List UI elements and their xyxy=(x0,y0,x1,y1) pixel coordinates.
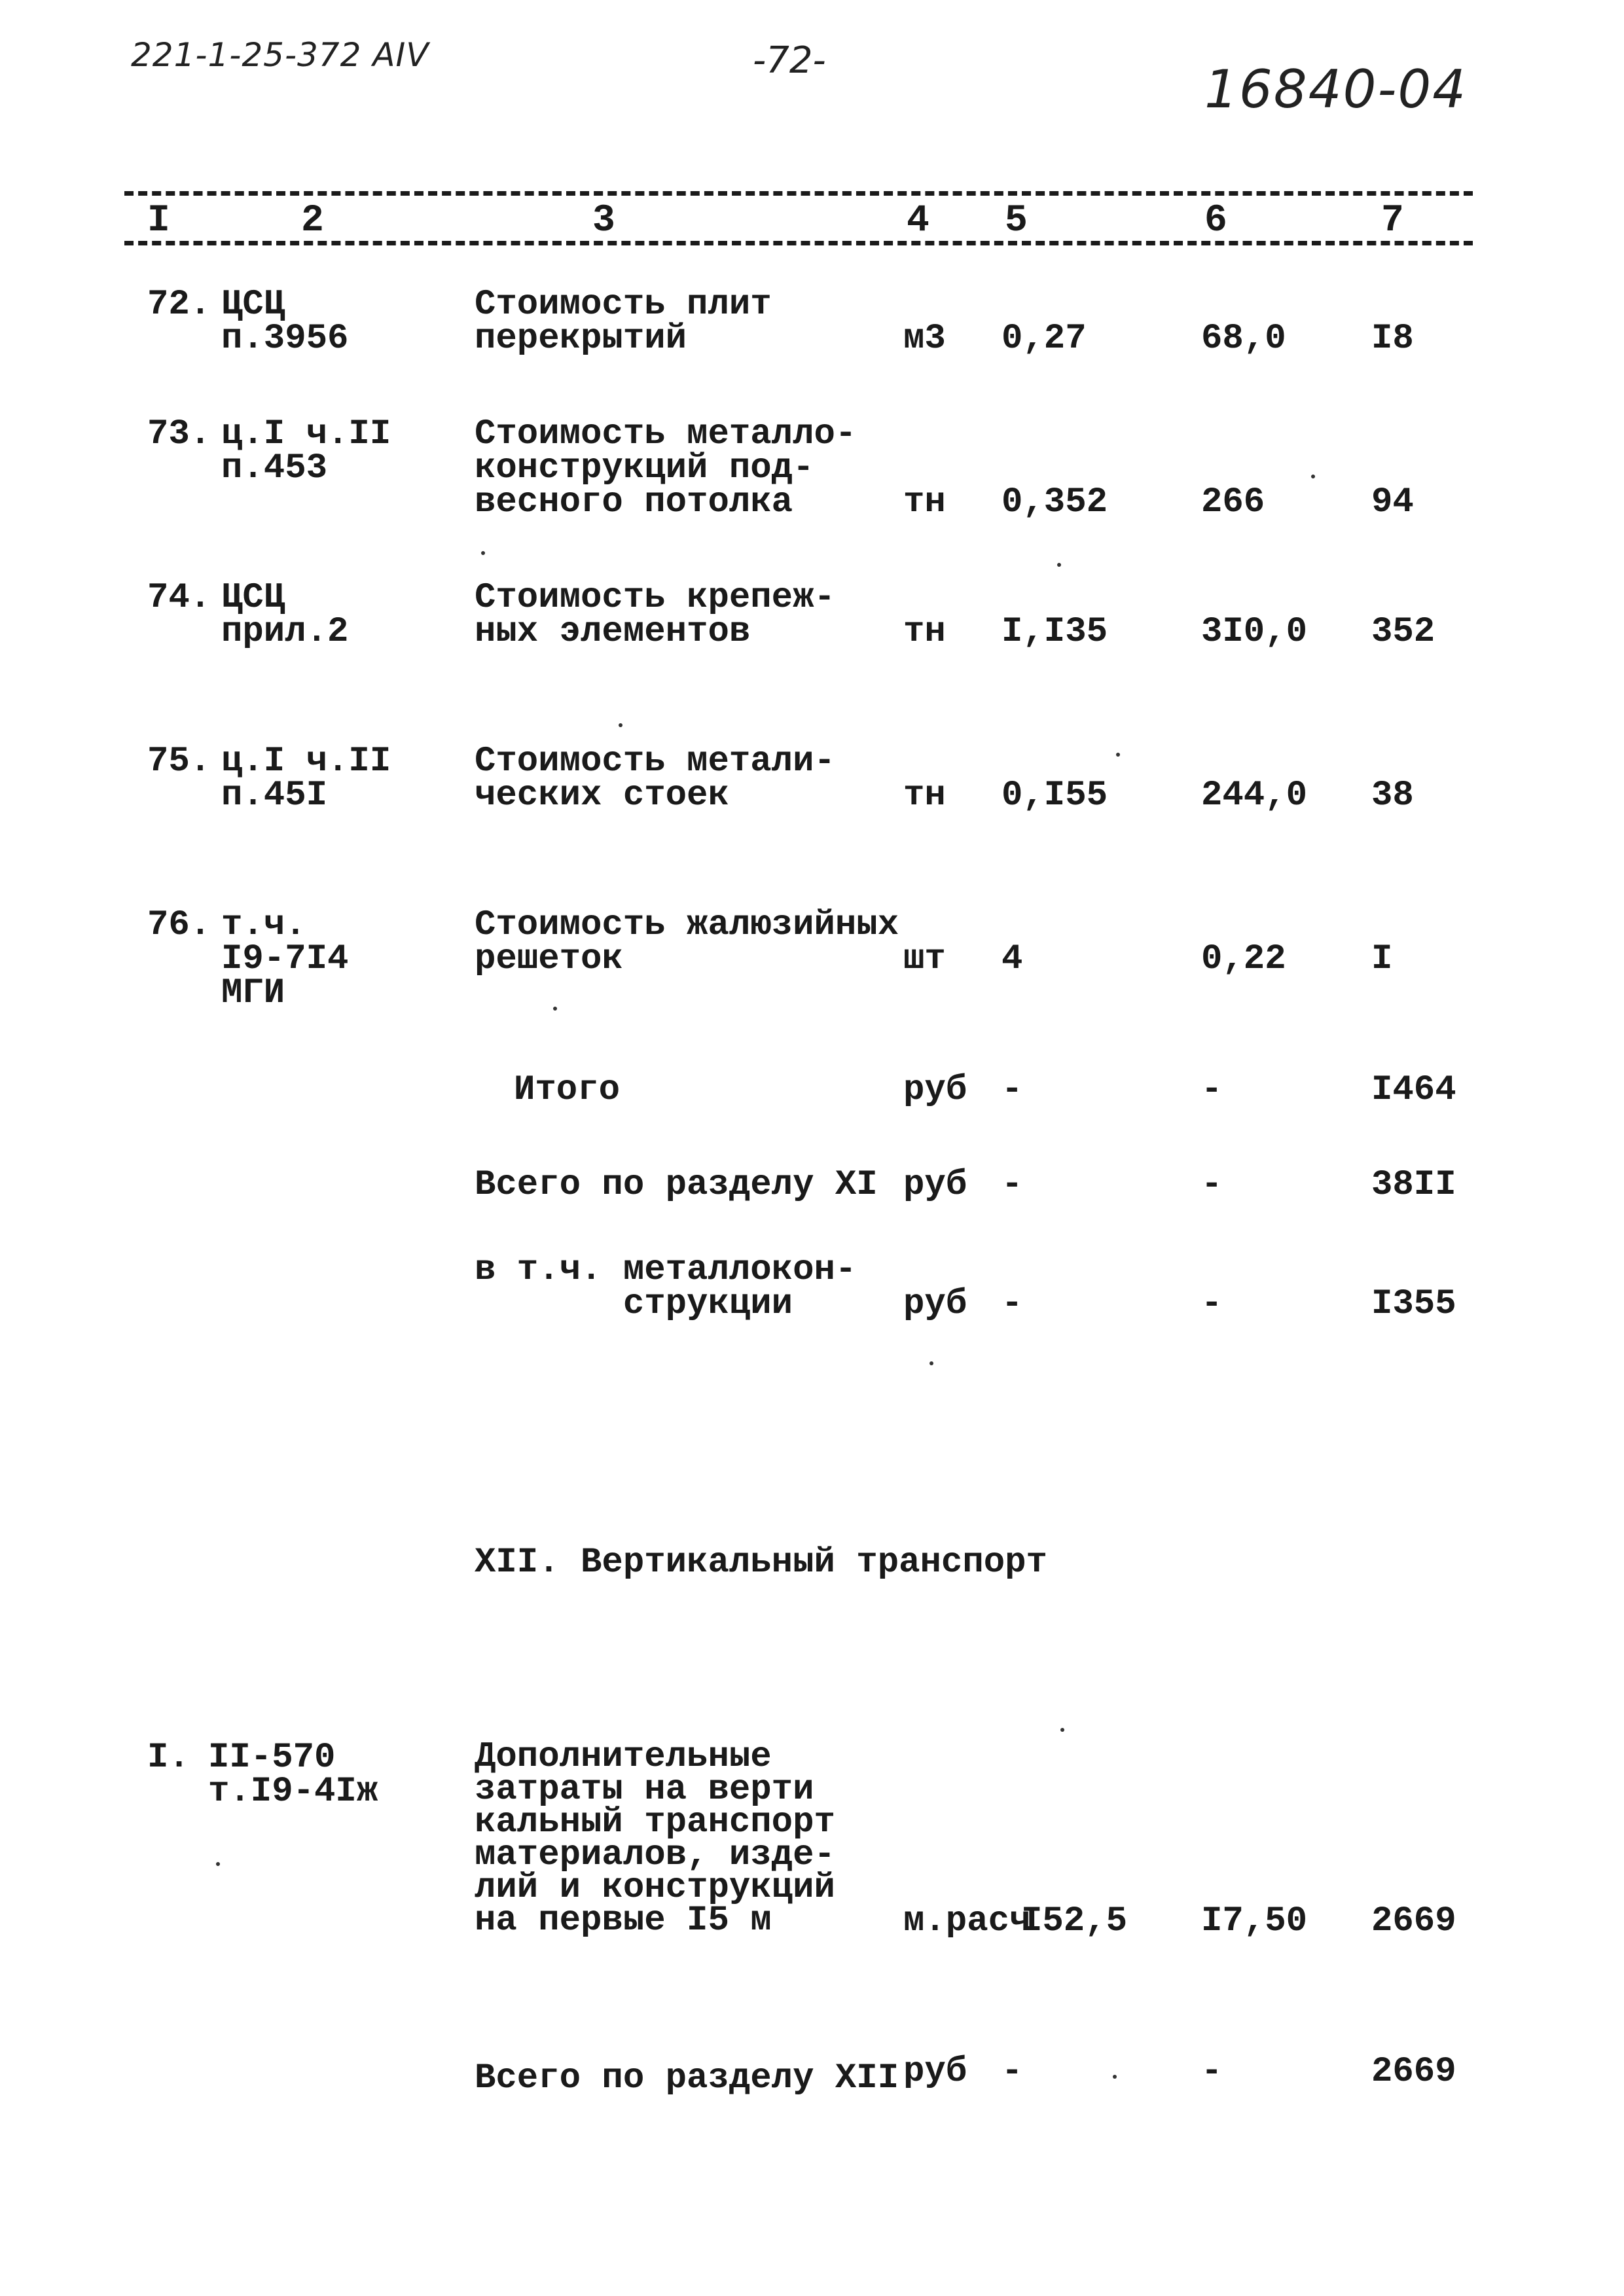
row-unit-price: 68,0 xyxy=(1201,319,1286,359)
row-quantity: 0,I55 xyxy=(1001,776,1108,816)
column-header-2: 2 xyxy=(301,200,324,242)
section-total-label: Всего по разделу XII xyxy=(475,2058,899,2098)
column-header-4: 4 xyxy=(907,200,929,242)
row-total: 2669 xyxy=(1371,1901,1456,1941)
row-unit-price: 3I0,0 xyxy=(1201,612,1308,652)
including-quantity: - xyxy=(1001,1284,1023,1324)
row-quantity: I,I35 xyxy=(1001,612,1108,652)
row-unit: м3 xyxy=(903,319,946,359)
scan-speck xyxy=(1311,475,1315,478)
page-number: -72- xyxy=(753,39,826,82)
row-description: Стоимость крепеж- ных элементов xyxy=(475,578,835,652)
row-reference: ц.I ч.II п.453 xyxy=(221,414,391,488)
header-rule-bottom xyxy=(124,241,1473,245)
row-number: 73. xyxy=(147,414,211,454)
scan-speck xyxy=(619,723,623,727)
row-total: I xyxy=(1371,939,1393,979)
column-header-7: 7 xyxy=(1381,200,1404,242)
row-unit: шт xyxy=(903,939,946,979)
including-label: в т.ч. металлокон- струкции xyxy=(475,1250,857,1324)
section-total-price: - xyxy=(1201,2052,1223,2092)
row-number: 74. xyxy=(147,578,211,618)
section-total-unit: руб xyxy=(903,1165,967,1205)
scan-speck xyxy=(1060,1728,1064,1732)
row-unit-price: I7,50 xyxy=(1201,1901,1308,1941)
including-total: I355 xyxy=(1371,1284,1456,1324)
row-unit: м.расч xyxy=(903,1901,1031,1941)
section-title: XII. Вертикальный транспорт xyxy=(475,1543,1047,1583)
row-reference: II-570 т.I9-4Iж xyxy=(208,1738,378,1812)
row-unit-price: 0,22 xyxy=(1201,939,1286,979)
including-unit: руб xyxy=(903,1284,967,1324)
scan-speck xyxy=(1116,753,1120,757)
row-quantity: 0,352 xyxy=(1001,482,1108,522)
row-number: 76. xyxy=(147,905,211,945)
row-unit: тн xyxy=(903,612,946,652)
subtotal-price: - xyxy=(1201,1070,1223,1110)
row-total: 94 xyxy=(1371,482,1414,522)
row-reference: ц.I ч.II п.45I xyxy=(221,742,391,816)
scan-speck xyxy=(1113,2075,1117,2079)
row-reference: ЦСЦ п.3956 xyxy=(221,285,349,359)
column-header-6: 6 xyxy=(1204,200,1227,242)
column-header-1: I xyxy=(147,200,170,242)
scan-speck xyxy=(553,1007,557,1011)
header-rule-top xyxy=(124,191,1473,196)
section-total-value: 2669 xyxy=(1371,2052,1456,2092)
section-total-value: 38II xyxy=(1371,1165,1456,1205)
row-quantity: 4 xyxy=(1001,939,1023,979)
row-quantity: 0,27 xyxy=(1001,319,1087,359)
section-total-unit: руб xyxy=(903,2052,967,2092)
scan-speck xyxy=(929,1361,933,1365)
row-unit: тн xyxy=(903,776,946,816)
row-total: 352 xyxy=(1371,612,1435,652)
scan-speck xyxy=(216,1862,220,1866)
including-price: - xyxy=(1201,1284,1223,1324)
row-description: Дополнительные затраты на верти кальный транспорт материалов, изде- лий и конструкций на первые I5 м xyxy=(475,1737,835,1941)
column-header-3: 3 xyxy=(592,200,615,242)
row-total: I8 xyxy=(1371,319,1414,359)
row-unit-price: 244,0 xyxy=(1201,776,1308,816)
row-quantity: I52,5 xyxy=(1021,1901,1128,1941)
subtotal-unit: руб xyxy=(903,1070,967,1110)
document-number: 16840-04 xyxy=(1204,59,1468,120)
section-total-price: - xyxy=(1201,1165,1223,1205)
row-number: 75. xyxy=(147,742,211,781)
subtotal-label: Итого xyxy=(514,1070,621,1110)
section-total-quantity: - xyxy=(1001,1165,1023,1205)
row-description: Стоимость плит перекрытий xyxy=(475,285,772,359)
row-number: 72. xyxy=(147,285,211,325)
row-description: Стоимость метали- ческих стоек xyxy=(475,742,835,816)
section-total-label: Всего по разделу XI xyxy=(475,1165,878,1205)
row-description: Стоимость металло- конструкций под- весного потолка xyxy=(475,414,857,522)
column-header-5: 5 xyxy=(1005,200,1028,242)
section-total-quantity: - xyxy=(1001,2052,1023,2092)
subtotal-quantity: - xyxy=(1001,1070,1023,1110)
row-number: I. xyxy=(147,1738,190,1778)
row-reference: т.ч. I9-7I4 МГИ xyxy=(221,905,349,1013)
row-description: Стоимость жалюзийных решеток xyxy=(475,905,899,979)
scan-speck xyxy=(481,551,485,555)
document-code: 221-1-25-372 АIV xyxy=(131,36,429,74)
row-reference: ЦСЦ прил.2 xyxy=(221,578,349,652)
scan-speck xyxy=(1057,563,1061,567)
row-unit: тн xyxy=(903,482,946,522)
row-unit-price: 266 xyxy=(1201,482,1265,522)
row-total: 38 xyxy=(1371,776,1414,816)
subtotal-total: I464 xyxy=(1371,1070,1456,1110)
